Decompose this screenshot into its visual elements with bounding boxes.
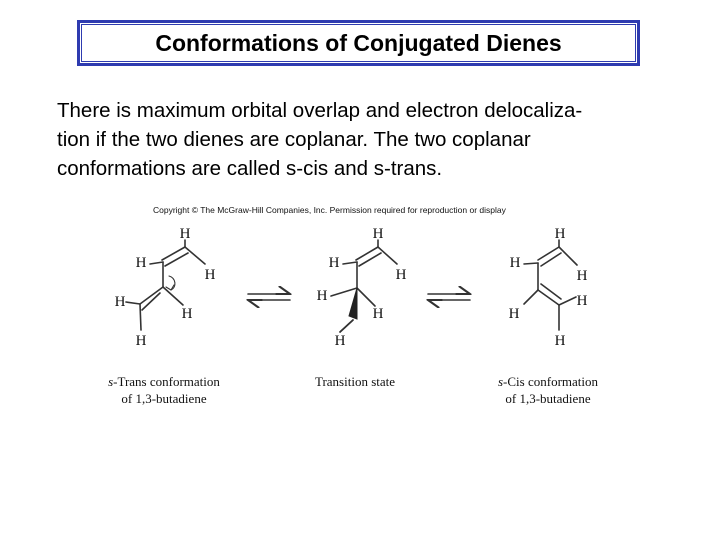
caption-strans-prefix: s bbox=[108, 374, 114, 389]
strans-molecule bbox=[126, 240, 205, 330]
atom-label-h: H bbox=[135, 255, 147, 271]
caption-scis-prefix: s bbox=[497, 374, 504, 389]
atom-label-h: H bbox=[179, 226, 191, 242]
atom-label-h: H bbox=[508, 306, 520, 322]
atom-label-h: H bbox=[509, 255, 521, 271]
caption-strans bbox=[96, 373, 232, 407]
atom-label-h: H bbox=[181, 306, 193, 322]
atom-label-h: H bbox=[576, 268, 588, 284]
caption-strans-line1 bbox=[96, 373, 232, 390]
atom-label-h: H bbox=[554, 333, 566, 349]
atom-label-h: H bbox=[554, 226, 566, 242]
atom-label-h: H bbox=[135, 333, 147, 349]
caption-scis-line2: of 1,3-butadiene bbox=[505, 391, 591, 406]
atom-label-h: H bbox=[328, 255, 340, 271]
caption-transition-state bbox=[300, 373, 410, 390]
atom-label-h: H bbox=[576, 293, 588, 309]
atom-label-h: H bbox=[334, 333, 346, 349]
caption-strans-line1-rest: -Trans conformation bbox=[113, 374, 220, 389]
caption-transition-line1: Transition state bbox=[314, 374, 396, 389]
atom-label-h: H bbox=[372, 306, 384, 322]
body-line: conformations are called s-cis and s-trans. bbox=[57, 157, 443, 180]
atom-label-h: H bbox=[204, 267, 216, 283]
atom-label-h: H bbox=[114, 294, 126, 310]
caption-scis bbox=[482, 373, 614, 407]
caption-scis-line1-rest: -Cis conformation bbox=[503, 374, 599, 389]
wedge-bond bbox=[349, 288, 357, 319]
atom-label-h: H bbox=[316, 288, 328, 304]
caption-strans-line2: of 1,3-butadiene bbox=[121, 391, 207, 406]
slide-title: Conformations of Conjugated Dienes bbox=[155, 29, 562, 56]
atom-label-h: H bbox=[372, 226, 384, 242]
copyright-notice: Copyright © The McGraw-Hill Companies, Inc. Permission required for reproduction or display bbox=[153, 205, 506, 215]
caption-scis-line1 bbox=[482, 373, 614, 390]
body-line: There is maximum orbital overlap and electron delocaliza- bbox=[57, 99, 583, 122]
body-line: tion if the two dienes are coplanar. The two coplanar bbox=[57, 128, 531, 151]
scis-molecule bbox=[524, 240, 577, 330]
transition-state-molecule bbox=[328, 240, 397, 332]
atom-label-h: H bbox=[395, 267, 407, 283]
